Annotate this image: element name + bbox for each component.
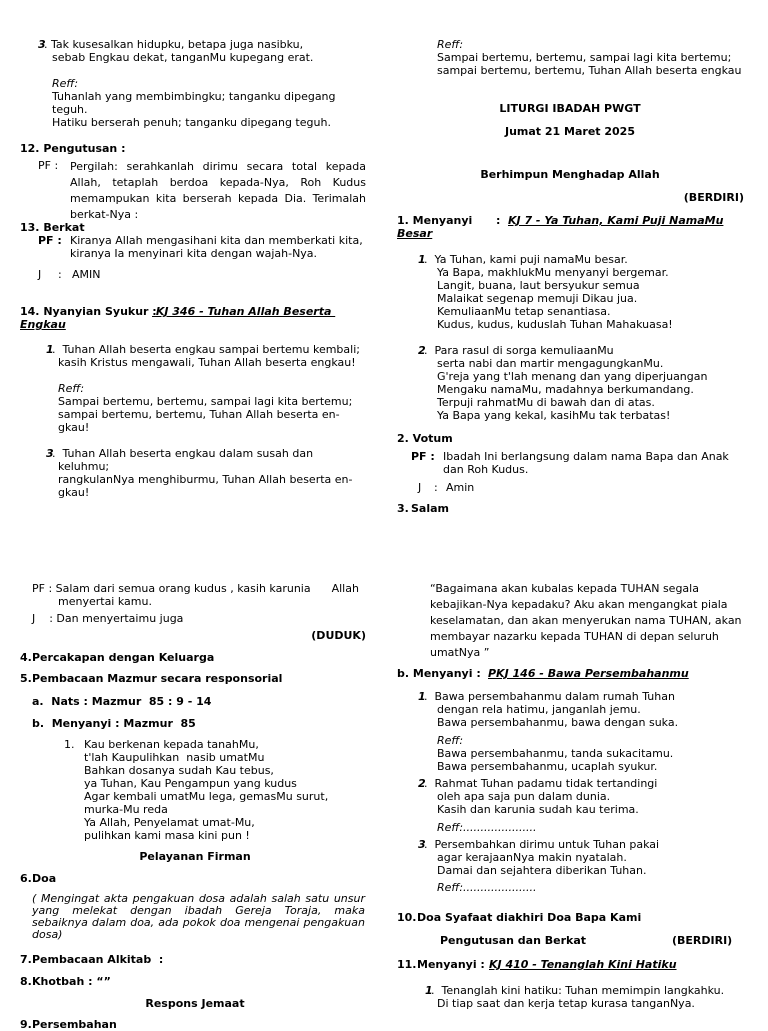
verse-number: 1 — [425, 984, 433, 997]
song-title: KJ 346 - Tuhan Allah Beserta — [152, 305, 336, 318]
section-number: 7. — [20, 953, 32, 966]
j-text: Amin — [446, 481, 475, 494]
psalm-line: murka-Mu reda — [84, 803, 168, 816]
verse-line: Malaikat segenap memuji Dikau jua. — [437, 292, 638, 305]
j-colon: : — [58, 268, 62, 281]
reff-line: sampai bertemu, bertemu, Tuhan Allah beserta engkau — [437, 64, 742, 77]
verse-number: 1. — [64, 738, 75, 751]
section-heading: 14. Nyanyian Syukur : — [20, 305, 157, 318]
verse-line: . Tak kusesalkan hidupku, betapa juga nasibku, — [44, 38, 304, 51]
section-heading: 1. Menyanyi — [397, 214, 473, 227]
reff-label: Reff: — [58, 382, 85, 395]
verse-line: keluhmu; — [58, 460, 110, 473]
quote-line: keselamatan, dan akan menyerukan nama TUHAN, akan — [430, 614, 742, 627]
psalm-line: Agar kembali umatMu lega, gemasMu surut, — [84, 790, 329, 803]
reff-line: teguh. — [52, 103, 88, 116]
verse-number: 3 — [418, 838, 426, 851]
verse-line: kasih Kristus mengawali, Tuhan Allah beserta engkau! — [58, 356, 356, 369]
verse-number: 1 — [418, 690, 426, 703]
verse-number: 1 — [46, 343, 54, 356]
j-text: AMIN — [72, 268, 101, 281]
pf-label: PF : — [38, 159, 59, 172]
votum-line: Ibadah Ini berlangsung dalam nama Bapa dan Anak — [443, 450, 729, 463]
reff-line: Tuhanlah yang membimbingku; tanganku dipegang — [52, 90, 336, 103]
sub-heading: b. Menyanyi : Mazmur 85 — [32, 717, 196, 730]
liturgy-title: LITURGI IBADAH PWGT — [499, 102, 641, 115]
verse-line: . Persembahkan dirimu untuk Tuhan pakai — [424, 838, 660, 851]
verse-line: dengan rela hatimu, janganlah jemu. — [437, 703, 641, 716]
section-heading: Salam — [411, 502, 450, 515]
psalm-line: t'lah Kaupulihkan nasib umatMu — [84, 751, 265, 764]
section-heading: Pembacaan Alkitab : — [32, 953, 164, 966]
j-line: J : Dan menyertaimu juga — [32, 612, 184, 625]
verse-line: . Tuhan Allah beserta engkau dalam susah dan — [52, 447, 314, 460]
reff-line: sampai bertemu, bertemu, Tuhan Allah beserta en- — [58, 408, 340, 421]
verse-line: Kudus, kudus, kuduslah Tuhan Mahakuasa! — [437, 318, 673, 331]
verse-number: 2 — [418, 344, 426, 357]
song-title: Besar — [397, 227, 433, 240]
section-heading: 13. Berkat — [20, 221, 85, 234]
section-heading: 12. Pengutusan : — [20, 142, 126, 155]
reff-line: Sampai bertemu, bertemu, sampai lagi kita bertemu; — [58, 395, 353, 408]
verse-line: gkau! — [58, 486, 90, 499]
sub-heading: a. Nats : Mazmur 85 : 9 - 14 — [32, 695, 212, 708]
verse-line: Kasih dan karunia sudah kau terima. — [437, 803, 639, 816]
doa-note: ( Mengingat akta pengakuan dosa adalah salah satu unsur yang melekat dengan ibadah Gereja Toraja, maka sebaiknya dalam doa, ada pokok doa mengenai pengakuan dosa) — [32, 892, 365, 941]
song-title: KJ 410 - Tenanglah Kini Hatiku — [489, 958, 677, 971]
berkat-line: kiranya Ia menyinari kita dengan wajah-Nya. — [70, 247, 318, 260]
reff-line: Sampai bertemu, bertemu, sampai lagi kita bertemu; — [437, 51, 732, 64]
verse-line: Langit, buana, laut bersyukur semua — [437, 279, 640, 292]
pf-line: PF : Salam dari semua orang kudus , kasih karunia Allah — [32, 582, 359, 595]
verse-line: Di tiap saat dan kerja tetap kurasa tanganNya. — [437, 997, 695, 1010]
verse-line: . Rahmat Tuhan padamu tidak tertandingi — [424, 777, 658, 790]
song-title: KJ 7 - Ya Tuhan, Kami Puji NamaMu — [508, 214, 724, 227]
section-heading: Doa — [32, 872, 57, 885]
section-number: 4. — [20, 651, 32, 664]
psalm-line: pulihkan kami masa kini pun ! — [84, 829, 250, 842]
verse-line: Damai dan sejahtera diberikan Tuhan. — [437, 864, 647, 877]
colon: : — [496, 214, 501, 227]
reff-repeat: Reff:..................... — [437, 821, 537, 834]
j-label: J — [38, 268, 42, 281]
verse-line: . Bawa persembahanmu dalam rumah Tuhan — [424, 690, 675, 703]
verse-line: . Tuhan Allah beserta engkau sampai bertemu kembali; — [52, 343, 360, 356]
section-number: 6. — [20, 872, 32, 885]
reff-line: Hatiku berserah penuh; tanganku dipegang teguh. — [52, 116, 331, 129]
verse-line: Mengaku namaMu, madahnya berkumandang. — [437, 383, 694, 396]
section-title: Pelayanan Firman — [139, 850, 251, 863]
section-heading: 2. Votum — [397, 432, 453, 445]
psalm-line: ya Tuhan, Kau Pengampun yang kudus — [84, 777, 297, 790]
psalm-line: Kau berkenan kepada tanahMu, — [84, 738, 259, 751]
verse-line: oleh apa saja pun dalam dunia. — [437, 790, 611, 803]
reff-line: gkau! — [58, 421, 90, 434]
verse-line: KemuliaanMu tetap senantiasa. — [437, 305, 611, 318]
section-number: 11. — [397, 958, 417, 971]
liturgy-date: Jumat 21 Maret 2025 — [505, 125, 635, 138]
instruction-berdiri: (BERDIRI) — [672, 934, 733, 947]
section-number: 8. — [20, 975, 32, 988]
verse-line: Ya Bapa yang kekal, kasihMu tak terbatas! — [437, 409, 671, 422]
verse-line: agar kerajaanNya makin nyatalah. — [437, 851, 627, 864]
verse-number: 3 — [46, 447, 54, 460]
reff-label: Reff: — [437, 38, 464, 51]
quote-line: membayar nazarku kepada TUHAN di depan seluruh — [430, 630, 719, 643]
section-title: Respons Jemaat — [145, 997, 245, 1010]
section-heading: Pembacaan Mazmur secara responsorial — [32, 672, 283, 685]
instruction-berdiri: (BERDIRI) — [683, 191, 744, 204]
section-number: 10. — [397, 911, 417, 924]
quote-line: umatNya ” — [430, 646, 490, 659]
reff-label: Reff: — [437, 734, 464, 747]
j-label: J — [418, 481, 422, 494]
section-title: Pengutusan dan Berkat — [440, 934, 587, 947]
verse-line: . Para rasul di sorga kemuliaanMu — [424, 344, 614, 357]
verse-line: . Ya Tuhan, kami puji namaMu besar. — [424, 253, 628, 266]
section-heading: Doa Syafaat diakhiri Doa Bapa Kami — [417, 911, 642, 924]
section-number: 3. — [397, 502, 409, 515]
pf-line: menyertai kamu. — [58, 595, 152, 608]
verse-line: G'reja yang t'lah menang dan yang diperjuangan — [437, 370, 708, 383]
quote-line: “Bagaimana akan kubalas kepada TUHAN segala — [430, 582, 699, 595]
verse-number: 3 — [38, 38, 46, 51]
section-heading: Menyanyi : — [417, 958, 485, 971]
reff-label: Reff: — [52, 77, 79, 90]
psalm-line: Bahkan dosanya sudah Kau tebus, — [84, 764, 274, 777]
section-number: 9. — [20, 1018, 32, 1031]
pengutusan-text: Pergilah: serahkanlah dirimu secara total kepada Allah, tetaplah berdoa kepada-Nya, Roh Kudus memampukan kita berserah kepada Dia. Terimalah berkat-Nya : — [70, 160, 366, 221]
quote-line: kebajikan-Nya kepadaku? Aku akan mengangkat piala — [430, 598, 728, 611]
section-heading: Khotbah : “” — [32, 975, 111, 988]
section-heading: Percakapan dengan Keluarga — [32, 651, 215, 664]
verse-line: rangkulanNya menghiburmu, Tuhan Allah beserta en- — [58, 473, 353, 486]
song-title: Engkau — [20, 318, 66, 331]
section-heading: b. Menyanyi : — [397, 667, 481, 680]
reff-repeat: Reff:..................... — [437, 881, 537, 894]
reff-line: Bawa persembahanmu, ucaplah syukur. — [437, 760, 658, 773]
section-heading: Persembahan — [32, 1018, 117, 1031]
votum-line: dan Roh Kudus. — [443, 463, 529, 476]
verse-line: Terpuji rahmatMu di bawah dan di atas. — [437, 396, 655, 409]
pf-label: PF : — [38, 234, 62, 247]
j-colon: : — [434, 481, 438, 494]
verse-line: . Tenanglah kini hatiku: Tuhan memimpin langkahku. — [431, 984, 725, 997]
reff-line: Bawa persembahanmu, tanda sukacitamu. — [437, 747, 674, 760]
song-title: PKJ 146 - Bawa Persembahanmu — [488, 667, 689, 680]
psalm-line: Ya Allah, Penyelamat umat-Mu, — [84, 816, 255, 829]
pf-label: PF : — [411, 450, 435, 463]
verse-number: 2 — [418, 777, 426, 790]
section-number: 5. — [20, 672, 32, 685]
verse-line: Bawa persembahanmu, bawa dengan suka. — [437, 716, 679, 729]
verse-line: serta nabi dan martir mengagungkanMu. — [437, 357, 664, 370]
instruction-duduk: (DUDUK) — [311, 629, 366, 642]
berkat-line: Kiranya Allah mengasihani kita dan memberkati kita, — [70, 234, 363, 247]
verse-line: sebab Engkau dekat, tanganMu kupegang erat. — [52, 51, 314, 64]
verse-line: Ya Bapa, makhlukMu menyanyi bergemar. — [437, 266, 669, 279]
section-title: Berhimpun Menghadap Allah — [480, 168, 660, 181]
verse-number: 1 — [418, 253, 426, 266]
